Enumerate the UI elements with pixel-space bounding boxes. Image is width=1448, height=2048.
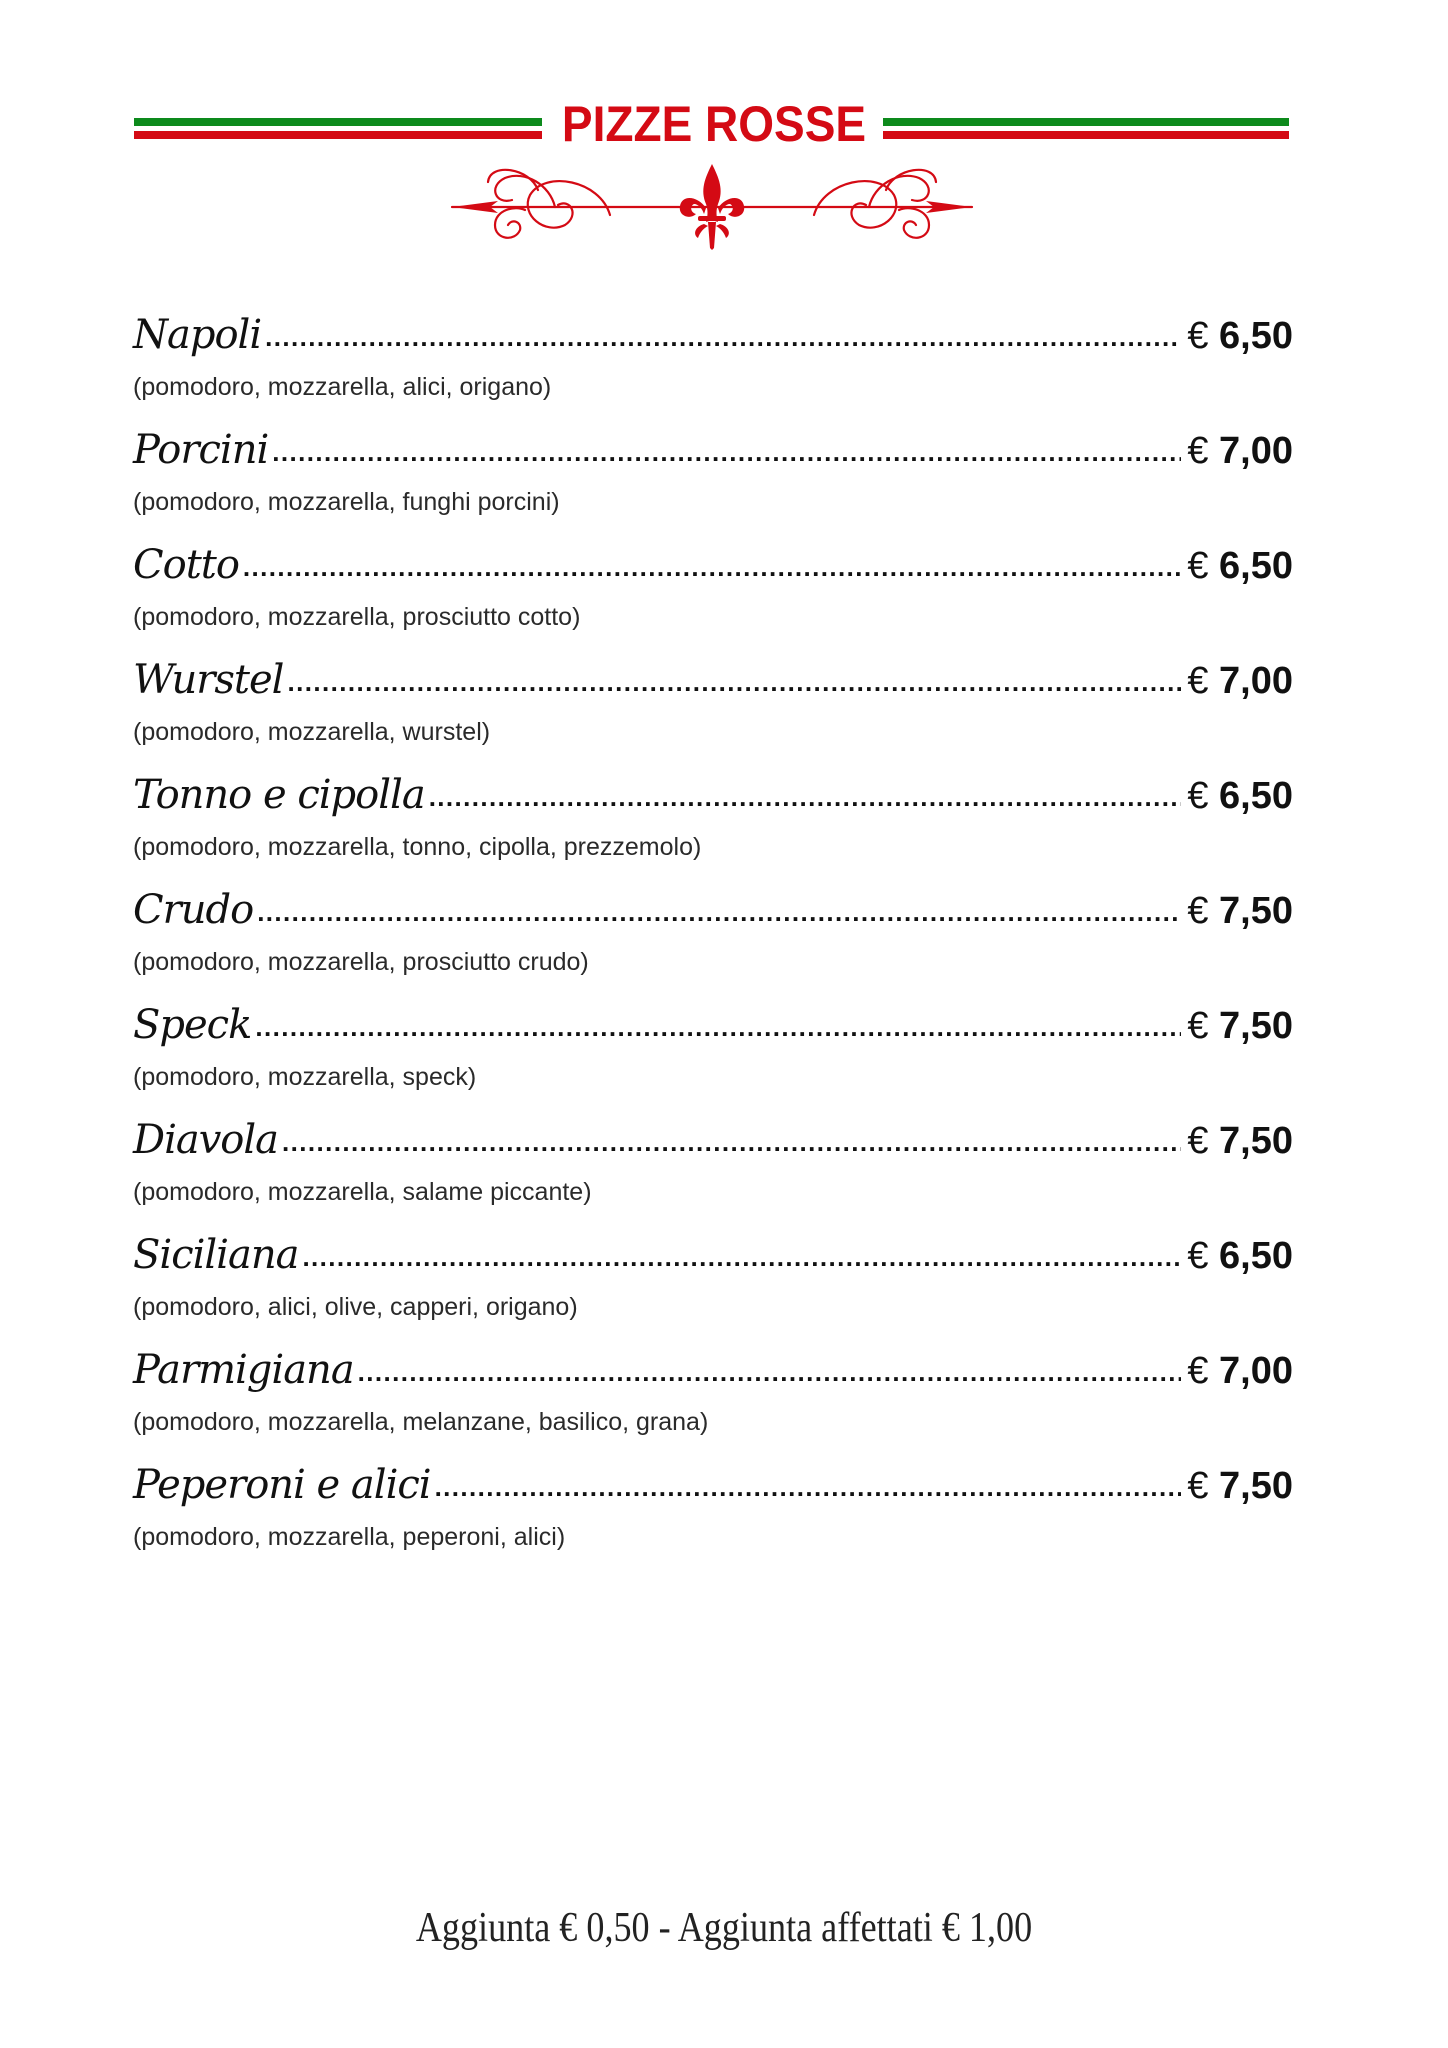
menu-item-peperoni-e-alici: [133, 1462, 1293, 1577]
item-price: [1181, 545, 1293, 588]
menu-item-speck: [133, 1002, 1293, 1117]
item-name: Porcini: [133, 427, 269, 473]
menu-item-siciliana: [133, 1232, 1293, 1347]
menu-item-crudo: [133, 887, 1293, 1002]
item-price: [1181, 890, 1293, 933]
menu-item-parmigiana: [133, 1347, 1293, 1462]
item-name: Cotto: [133, 542, 239, 588]
item-name: Speck: [133, 1002, 252, 1048]
page-title: PIZZE ROSSE: [561, 96, 867, 152]
euro-symbol: €: [1187, 660, 1209, 702]
euro-symbol: €: [1187, 890, 1209, 932]
item-price: [1181, 1350, 1293, 1393]
item-description: (pomodoro, mozzarella, tonno, cipolla, prezzemolo): [133, 833, 702, 861]
item-price: [1181, 1235, 1293, 1278]
item-description: (pomodoro, mozzarella, salame piccante): [133, 1178, 592, 1206]
price-value: 6,50: [1219, 545, 1293, 587]
item-name: Wurstel: [133, 657, 284, 703]
item-description: (pomodoro, mozzarella, prosciutto crudo): [133, 948, 589, 976]
euro-symbol: €: [1187, 430, 1209, 472]
price-value: 7,50: [1219, 890, 1293, 932]
dot-leader: [272, 437, 1181, 468]
item-price: [1181, 775, 1293, 818]
item-name: Peperoni e alici: [133, 1462, 431, 1508]
price-value: 7,50: [1219, 1005, 1293, 1047]
price-value: 6,50: [1219, 775, 1293, 817]
item-price: [1181, 660, 1293, 703]
price-value: 7,00: [1219, 430, 1293, 472]
price-value: 7,50: [1219, 1120, 1293, 1162]
euro-symbol: €: [1187, 1235, 1209, 1277]
menu-item-cotto: [133, 542, 1293, 657]
item-description: (pomodoro, mozzarella, wurstel): [133, 718, 491, 746]
item-name: Diavola: [133, 1117, 279, 1163]
menu-list: [133, 312, 1293, 1577]
dot-leader: [257, 897, 1181, 928]
item-description: (pomodoro, mozzarella, funghi porcini): [133, 488, 560, 516]
header-bar-red-right: [883, 131, 1289, 139]
item-description: (pomodoro, mozzarella, melanzane, basilico, grana): [133, 1408, 709, 1436]
euro-symbol: €: [1187, 545, 1209, 587]
price-value: 7,00: [1219, 1350, 1293, 1392]
dot-leader: [243, 552, 1181, 583]
price-value: 7,50: [1219, 1465, 1293, 1507]
price-value: 6,50: [1219, 315, 1293, 357]
dot-leader: [287, 667, 1181, 698]
dot-leader: [255, 1012, 1181, 1043]
dot-leader: [282, 1127, 1181, 1158]
euro-symbol: €: [1187, 315, 1209, 357]
item-name: Parmigiana: [133, 1347, 354, 1393]
header-bar-green-right: [883, 118, 1289, 126]
item-price: [1181, 315, 1293, 358]
price-value: 7,00: [1219, 660, 1293, 702]
item-price: [1181, 1005, 1293, 1048]
header-bar-red-left: [134, 131, 542, 139]
dot-leader: [358, 1357, 1182, 1388]
item-description: (pomodoro, mozzarella, peperoni, alici): [133, 1523, 566, 1551]
euro-symbol: €: [1187, 1350, 1209, 1392]
price-value: 6,50: [1219, 1235, 1293, 1277]
item-description: (pomodoro, alici, olive, capperi, origano): [133, 1293, 578, 1321]
item-price: [1181, 430, 1293, 473]
item-price: [1181, 1120, 1293, 1163]
dot-leader: [302, 1242, 1181, 1273]
dot-leader: [429, 782, 1182, 813]
header-bar-green-left: [134, 118, 542, 126]
item-name: Crudo: [133, 887, 254, 933]
menu-item-wurstel: [133, 657, 1293, 772]
euro-symbol: €: [1187, 1120, 1209, 1162]
menu-item-napoli: [133, 312, 1293, 427]
item-description: (pomodoro, mozzarella, prosciutto cotto): [133, 603, 581, 631]
dot-leader: [435, 1472, 1182, 1503]
item-description: (pomodoro, mozzarella, speck): [133, 1063, 477, 1091]
item-description: (pomodoro, mozzarella, alici, origano): [133, 373, 552, 401]
euro-symbol: €: [1187, 1005, 1209, 1047]
item-name: Siciliana: [133, 1232, 299, 1278]
menu-item-porcini: [133, 427, 1293, 542]
footer-note: Aggiunta € 0,50 - Aggiunta affettati € 1,00: [415, 1905, 1033, 1951]
fleur-de-lis-ornament-icon: [450, 160, 974, 250]
euro-symbol: €: [1187, 775, 1209, 817]
item-name: Napoli: [133, 312, 262, 358]
menu-item-tonno-e-cipolla: [133, 772, 1293, 887]
euro-symbol: €: [1187, 1465, 1209, 1507]
menu-item-diavola: [133, 1117, 1293, 1232]
item-name: Tonno e cipolla: [133, 772, 425, 818]
item-price: [1181, 1465, 1293, 1508]
dot-leader: [265, 322, 1181, 353]
